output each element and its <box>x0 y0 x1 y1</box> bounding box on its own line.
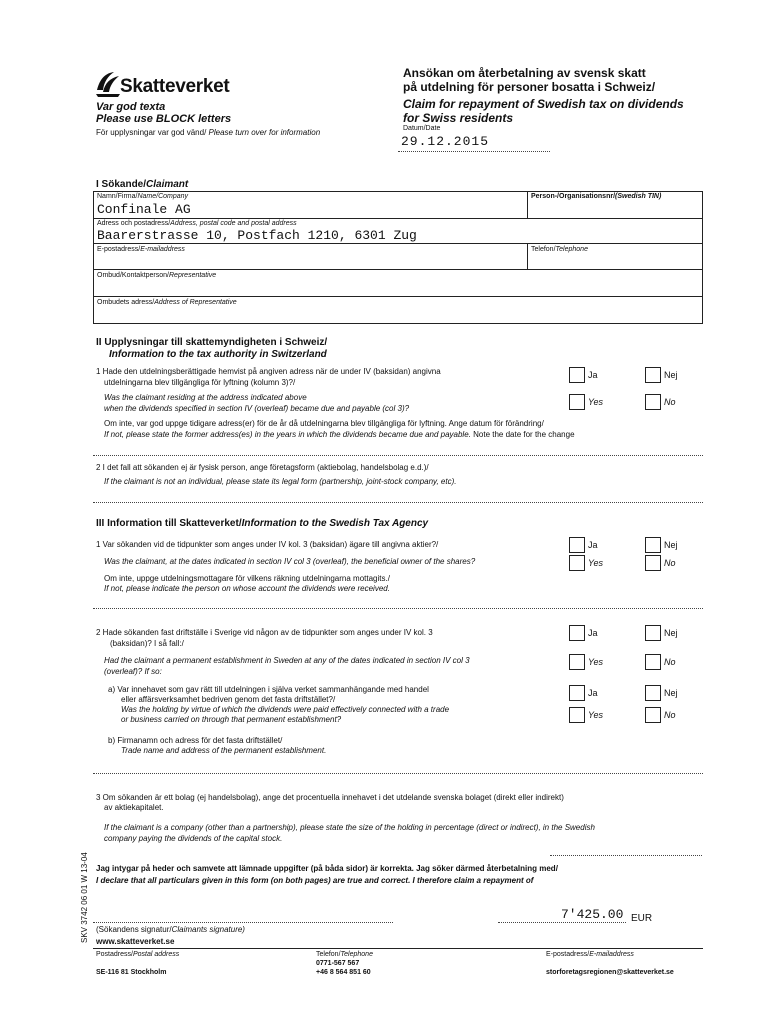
footer-phone-1: 0771-567 567 <box>316 960 360 967</box>
website[interactable]: www.skatteverket.se <box>96 937 175 946</box>
s3-qb-en: Trade name and address of the permanent establishment. <box>121 746 327 755</box>
s3-qa-yes-label: Yes <box>588 710 604 720</box>
s2-q1-en-2: when the dividends specified in section IV (overleaf) became due and payable (col 3)? <box>104 404 410 413</box>
title-sv-2: på utdelning för personer bosatta i Schweiz/ <box>403 80 656 94</box>
email-field[interactable] <box>97 255 522 267</box>
s3-qa-en-2: or business carried on through that permanent establishment? <box>121 715 342 724</box>
s2-q1-no-label: No <box>664 397 676 407</box>
s3-q1-en: Was the claimant, at the dates indicated in section IV col 3 (overleaf), the beneficial owner of the shares? <box>104 557 476 566</box>
var-god-texta: Var god texta <box>96 101 166 113</box>
s3-q1-yes-label: Yes <box>588 558 604 568</box>
s2-q1-no-checkbox[interactable] <box>645 367 661 383</box>
postal-label: Postadress/Postal address <box>96 951 180 958</box>
col-divider <box>527 243 528 269</box>
date-underline <box>398 151 550 152</box>
s3-q2-nej-label: Nej <box>664 628 678 638</box>
s3-q1-answer-line <box>93 608 703 609</box>
s2-q1-note-sv: Om inte, var god uppge tidigare adress(er) för de år då utdelningarna blev tillgängliga för lyftning. Ange datum för förändring/ <box>104 419 544 428</box>
s2-q1-sv-1: 1 Hade den utdelningsberättigade hemvist på angiven adress när de under IV (baksidan) angivna <box>96 367 441 376</box>
section1-heading: I Sökande/Claimant <box>96 179 189 190</box>
s3-q1-ja-label: Ja <box>588 540 598 550</box>
s2-q1-note-en: If not, please state the former address(es) in the years in which the dividends became due and payable. Note the date for the change <box>104 430 575 439</box>
s3-qa-sv-2: eller affärsverksamhet bedriven genom det fasta driftstället?/ <box>121 695 336 704</box>
s3-q2-yes-checkbox-en[interactable] <box>569 654 585 670</box>
s2-q1-ja-label: Ja <box>588 370 598 380</box>
address-label: Adress och postadress/Address, postal code and postal address <box>97 220 297 227</box>
section2-heading-sv: II Upplysningar till skattemyndigheten i Schweiz/ <box>96 337 328 348</box>
s2-q1-yes-label: Yes <box>588 397 604 407</box>
postal-value: SE-116 81 Stockholm <box>96 969 167 976</box>
s2-q1-yes-checkbox[interactable] <box>569 367 585 383</box>
s3-q2-yes-checkbox[interactable] <box>569 625 585 641</box>
representative-label: Ombud/Kontaktperson/Representative <box>97 272 217 279</box>
s3-q3-answer-line <box>550 855 702 856</box>
s3-qa-yes-checkbox[interactable] <box>569 685 585 701</box>
s3-q3-en-1: If the claimant is a company (other than a partnership), please state the size of the holding in percentage (direct or indirect), in the Swedish <box>104 823 595 832</box>
s3-q3-sv-1: 3 Om sökanden är ett bolag (ej handelsbolag), ange det procentuella innehavet i det utdelande svenska bolaget (direkt eller indirekt) <box>96 793 564 802</box>
row-divider <box>93 218 703 219</box>
skatteverket-crown-icon <box>94 70 122 98</box>
phone-field[interactable] <box>531 255 699 267</box>
s3-q2-no-checkbox-en[interactable] <box>645 654 661 670</box>
claim-amount[interactable]: 7'425.00 <box>561 907 624 922</box>
email-label: E-postadress/E-mailaddress <box>97 246 185 253</box>
s3-qa-no-label: No <box>664 710 676 720</box>
info-note: För upplysningar var god vänd/ Please turn over for information <box>96 128 321 137</box>
s3-q2-no-label: No <box>664 657 676 667</box>
s2-q1-answer-line <box>93 455 703 456</box>
signature-line[interactable] <box>93 922 393 923</box>
date-value[interactable]: 29.12.2015 <box>401 134 490 149</box>
logo-text: Skatteverket <box>120 76 230 97</box>
s3-q1-sv: 1 Var sökanden vid de tidpunkter som anges under IV kol. 3 (baksidan) ägare till angivna aktier?/ <box>96 540 439 549</box>
declaration-en: I declare that all particulars given in this form (on both pages) are true and correct. I therefore claim a repayment of <box>96 876 534 885</box>
title-en-1: Claim for repayment of Swedish tax on dividends <box>403 97 684 111</box>
rep-address-label: Ombudets adress/Address of Representative <box>97 299 237 306</box>
row-divider <box>93 269 703 270</box>
tin-label: Person-/Organisationsnr/(Swedish TIN) <box>531 193 662 200</box>
s2-q1-no-checkbox-en[interactable] <box>645 394 661 410</box>
s3-q2-yes-label: Yes <box>588 657 604 667</box>
s3-q3-en-2: company paying the dividends of the capital stock. <box>104 834 283 843</box>
logo <box>94 70 244 100</box>
section2-heading-en: Information to the tax authority in Switzerland <box>109 349 327 360</box>
s3-qa-ja-label: Ja <box>588 688 598 698</box>
s3-q2-en-2: (overleaf)? If so: <box>104 667 162 676</box>
s3-qb-sv: b) Firmanamn och adress för det fasta driftstället/ <box>108 736 283 745</box>
s2-q1-sv-2: utdelningarna blev tillgängliga för lyftning (kolumn 3)?/ <box>104 378 296 387</box>
s3-q1-yes-checkbox-en[interactable] <box>569 555 585 571</box>
date-label: Datum/Date <box>403 125 441 132</box>
s3-q1-note-sv: Om inte, uppge utdelningsmottagare för vilkens räkning utdelningarna mottagits./ <box>104 574 390 583</box>
s3-q2-no-checkbox[interactable] <box>645 625 661 641</box>
col-divider <box>527 191 528 218</box>
s3-q1-no-checkbox-en[interactable] <box>645 555 661 571</box>
s3-q1-no-label: No <box>664 558 676 568</box>
title-sv-1: Ansökan om återbetalning av svensk skatt <box>403 66 646 80</box>
s3-qa-yes-checkbox-en[interactable] <box>569 707 585 723</box>
s2-q1-yes-checkbox-en[interactable] <box>569 394 585 410</box>
title-en-2: for Swiss residents <box>403 111 514 125</box>
address-field[interactable]: Baarerstrasse 10, Postfach 1210, 6301 Zug <box>97 228 417 243</box>
block-letters: Please use BLOCK letters <box>96 113 232 125</box>
footer-phone-label: Telefon/Telephone <box>316 951 373 958</box>
s3-q3-sv-2: av aktiekapitalet. <box>104 803 164 812</box>
row-divider <box>93 243 703 244</box>
s3-qb-answer-line <box>93 773 703 774</box>
s3-q1-no-checkbox[interactable] <box>645 537 661 553</box>
s3-qa-nej-label: Nej <box>664 688 678 698</box>
s2-q2-answer-line <box>93 502 703 503</box>
form-code: SKV 3742 06 01 W 13-04 <box>80 852 89 943</box>
s3-q1-note-en: If not, please indicate the person on whose account the dividends were received. <box>104 584 390 593</box>
s3-q2-sv-2: (baksidan)? I så fall:/ <box>110 639 184 648</box>
s3-qa-no-checkbox[interactable] <box>645 685 661 701</box>
s3-q2-en-1: Had the claimant a permanent establishment in Sweden at any of the dates indicated in section IV col 3 <box>104 656 470 665</box>
s3-q1-nej-label: Nej <box>664 540 678 550</box>
s3-q2-ja-label: Ja <box>588 628 598 638</box>
footer-divider <box>93 948 703 949</box>
declaration-sv: Jag intygar på heder och samvete att lämnade uppgifter (på båda sidor) är korrekta. Jag söker därmed återbetalning med/ <box>96 864 558 873</box>
s2-q2-sv: 2 I det fall att sökanden ej är fysisk person, ange företagsform (aktiebolag, handelsbolag e.d.)/ <box>96 463 429 472</box>
tin-field[interactable] <box>531 202 699 216</box>
section3-heading: III Information till Skatteverket/Information to the Swedish Tax Agency <box>96 518 429 529</box>
amount-underline <box>498 922 626 923</box>
s3-q1-yes-checkbox[interactable] <box>569 537 585 553</box>
name-field[interactable]: Confinale AG <box>97 202 191 217</box>
name-label: Namn/Firma/Name/Company <box>97 193 189 200</box>
footer-email-value[interactable]: storforetagsregionen@skatteverket.se <box>546 969 674 976</box>
representative-field[interactable] <box>97 281 697 294</box>
s3-qa-sv-1: a) Var innehavet som gav rätt till utdelningen i själva verket sammanhängande med handel <box>108 685 429 694</box>
s2-q2-en: If the claimant is not an individual, please state its legal form (partnership, joint-stock company, etc). <box>104 477 457 486</box>
footer-phone-2: +46 8 564 851 60 <box>316 969 371 976</box>
footer-email-label: E-postadress/E-mailaddress <box>546 951 634 958</box>
row-divider <box>93 296 703 297</box>
s2-q1-en-1: Was the claimant residing at the address indicated above <box>104 393 307 402</box>
s3-qa-en-1: Was the holding by virtue of which the dividends were paid effectively connected with a trade <box>121 705 450 714</box>
rep-address-field[interactable] <box>97 308 697 321</box>
phone-label: Telefon/Telephone <box>531 246 588 253</box>
s3-q2-sv-1: 2 Hade sökanden fast driftställe i Sverige vid någon av de tidpunkter som anges under IV kol. 3 <box>96 628 433 637</box>
signature-label: (Sökandens signatur/Claimants signature) <box>96 925 245 934</box>
s2-q1-nej-label: Nej <box>664 370 678 380</box>
s3-qa-no-checkbox-en[interactable] <box>645 707 661 723</box>
currency-label: EUR <box>631 913 653 924</box>
